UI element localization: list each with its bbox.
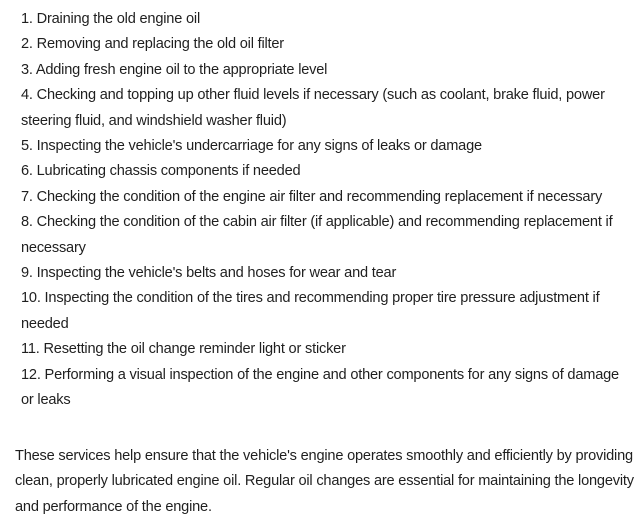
list-item: 8. Checking the condition of the cabin air filter (if applicable) and recommending replacement if necessary bbox=[21, 214, 613, 256]
list-item: 10. Inspecting the condition of the tires and recommending proper tire pressure adjustment if needed bbox=[21, 290, 600, 332]
list-item: 7. Checking the condition of the engine air filter and recommending replacement if necessary bbox=[21, 188, 603, 205]
list-item: 12. Performing a visual inspection of the engine and other components for any signs of damage or leaks bbox=[21, 366, 619, 409]
list-item: 2. Removing and replacing the old oil filter bbox=[21, 36, 284, 53]
service-steps-list bbox=[21, 7, 633, 414]
list-item: 3. Adding fresh engine oil to the appropriate level bbox=[21, 61, 328, 78]
summary-paragraph: These services help ensure that the vehicle's engine operates smoothly and efficiently by providing clean, properly lubricated engine oil. Regular oil changes are essential for maintaining the longevity and performance of the engine. bbox=[15, 448, 634, 515]
list-item: 5. Inspecting the vehicle's undercarriage for any signs of leaks or damage bbox=[21, 138, 482, 155]
list-item: 6. Lubricating chassis components if needed bbox=[21, 163, 301, 180]
list-item: 1. Draining the old engine oil bbox=[21, 11, 200, 27]
list-item: 9. Inspecting the vehicle's belts and hoses for wear and tear bbox=[21, 265, 397, 282]
list-item: 4. Checking and topping up other fluid levels if necessary (such as coolant, brake fluid, power steering fluid, and windshield washer fluid) bbox=[21, 87, 605, 129]
list-item: 11. Resetting the oil change reminder light or sticker bbox=[21, 341, 346, 358]
